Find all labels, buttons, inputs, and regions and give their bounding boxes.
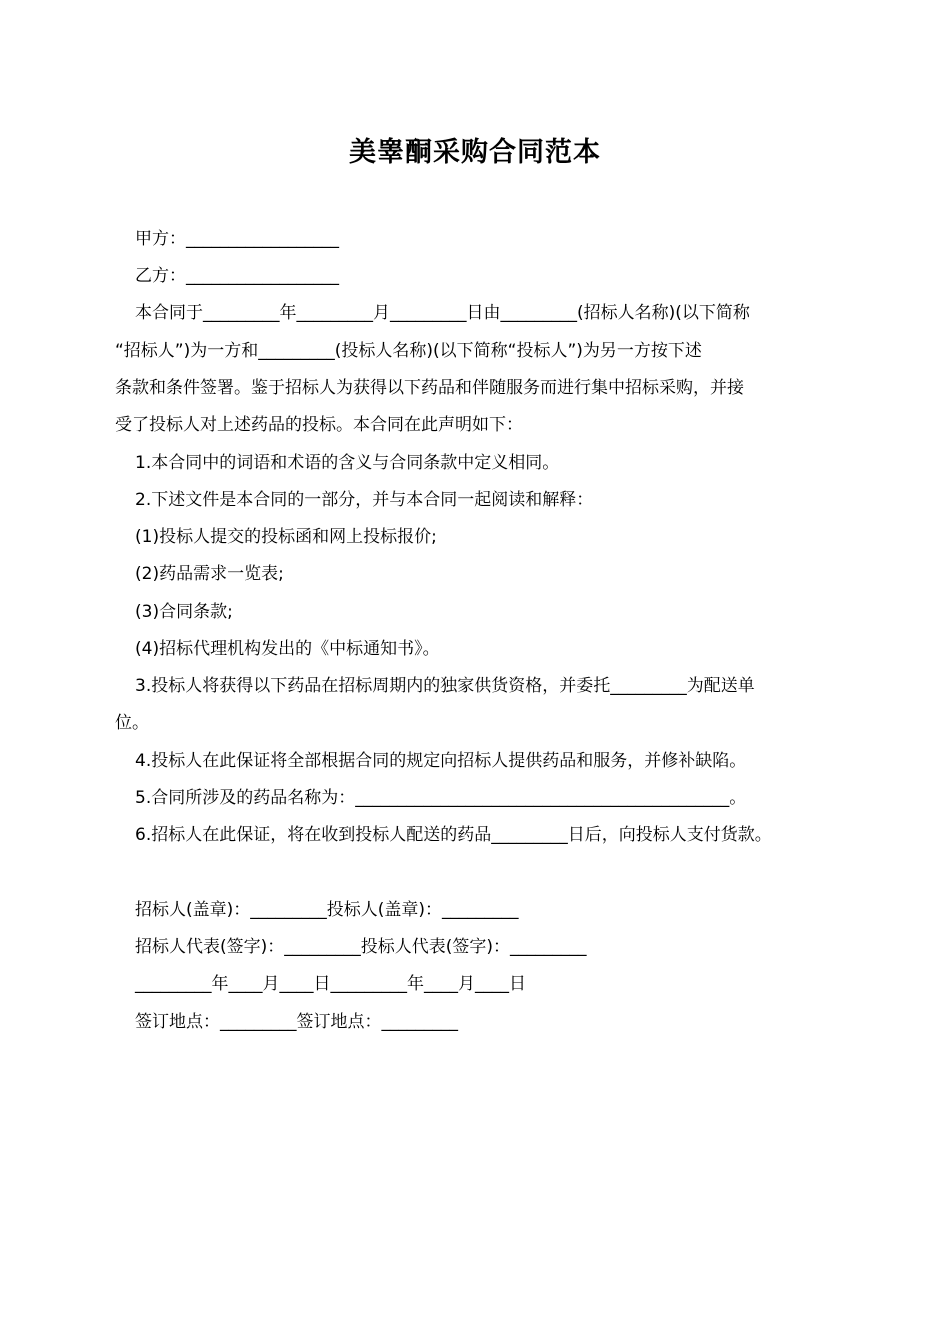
clause-2-item-4: (4)招标代理机构发出的《中标通知书》。: [135, 639, 440, 659]
intro-line-1: 本合同于_________年_________月_________日由_________(招标人名称)(以下简称: [135, 303, 750, 323]
clause-1: 1.本合同中的词语和术语的含义与合同条款中定义相同。: [135, 453, 560, 473]
clause-3-line-1: 3.投标人将获得以下药品在招标周期内的独家供货资格，并委托_________为配送单: [135, 676, 755, 696]
intro-line-4: 受了投标人对上述药品的投标。本合同在此声明如下：: [115, 415, 523, 435]
clause-3-line-2: 位。: [115, 713, 149, 733]
clause-2-item-3: (3)合同条款;: [135, 602, 233, 622]
clause-2-item-1: (1)投标人提交的投标函和网上投标报价;: [135, 527, 437, 547]
signature-seal-line: 招标人(盖章)：_________投标人(盖章)：_________: [135, 900, 519, 920]
party-b-line: 乙方：__________________: [135, 266, 339, 286]
party-a-line: 甲方：__________________: [135, 229, 339, 249]
intro-line-3: 条款和条件签署。鉴于招标人为获得以下药品和伴随服务而进行集中招标采购，并接: [115, 378, 744, 398]
signature-date-line: _________年____月____日_________年____月____日: [135, 974, 526, 994]
clause-2-item-2: (2)药品需求一览表;: [135, 564, 284, 584]
signature-place-line: 签订地点：_________签订地点：_________: [135, 1012, 458, 1032]
clause-5: 5.合同所涉及的药品名称为：____________________________________________。: [135, 788, 747, 808]
clause-2: 2.下述文件是本合同的一部分，并与本合同一起阅读和解释：: [135, 490, 594, 510]
clause-4: 4.投标人在此保证将全部根据合同的规定向招标人提供药品和服务，并修补缺陷。: [135, 751, 747, 771]
document-title: 美睾酮采购合同范本: [349, 137, 601, 168]
intro-line-2: “招标人”)为一方和_________(投标人名称)(以下简称“投标人”)为另一方按下述: [115, 341, 702, 361]
clause-6: 6.招标人在此保证，将在收到投标人配送的药品_________日后，向投标人支付货款。: [135, 825, 772, 845]
signature-representative-line: 招标人代表(签字)：_________投标人代表(签字)：_________: [135, 937, 587, 957]
